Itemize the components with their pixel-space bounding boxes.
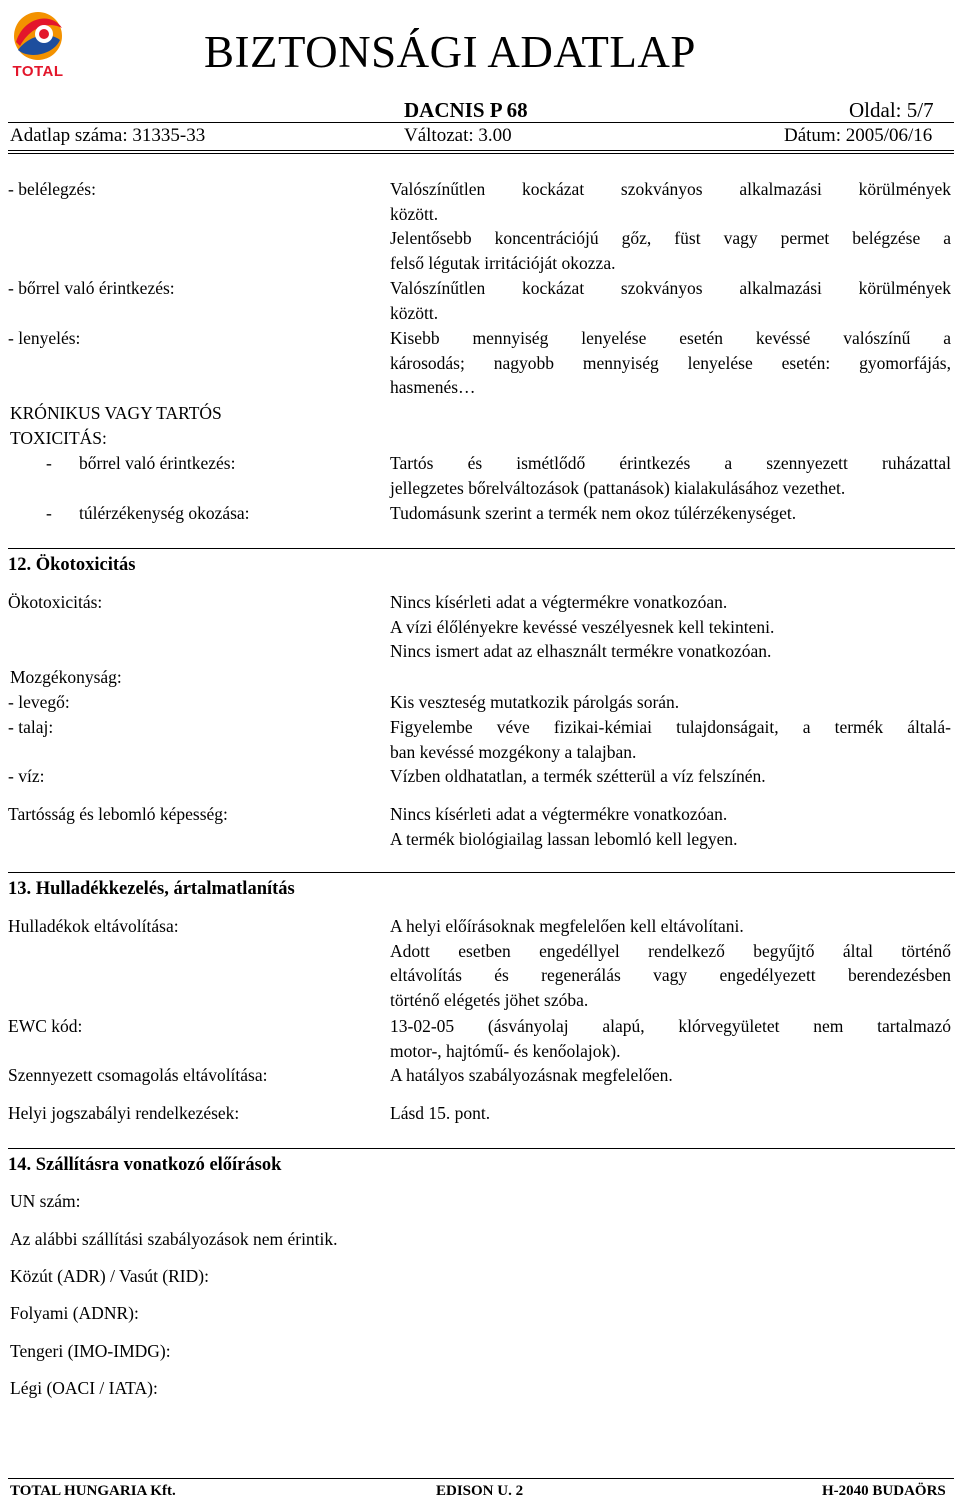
section-12-heading: 12. Ökotoxicitás xyxy=(8,555,136,575)
ewc-line-1: 13-02-05 (ásványolaj alapú, klórvegyületet nem tartalmazó xyxy=(390,1016,951,1036)
waste-removal-value xyxy=(390,914,951,1012)
inhalation-value xyxy=(390,177,951,275)
section-12-rule xyxy=(8,548,955,549)
version: Változat: 3.00 xyxy=(404,125,512,146)
waste-removal-line-3: eltávolítás és regenerálás vagy engedélyezett berendezésben xyxy=(390,965,951,985)
persistence-line-1: Nincs kísérleti adat a végtermékre vonatkozóan. xyxy=(390,804,728,824)
logo-wordmark: TOTAL xyxy=(12,63,64,80)
ingestion-line-2: károsodás; nagyobb mennyiség lenyelése esetén: gyomorfájás, xyxy=(390,352,951,373)
soil-label: - talaj: xyxy=(8,717,54,737)
ingestion-value xyxy=(390,326,951,400)
ecotox-label: Ökotoxicitás: xyxy=(8,592,103,612)
waste-removal-line-1: A helyi előírásoknak megfelelően kell eltávolítani. xyxy=(390,916,744,936)
ewc-line-2: motor-, hajtómű- és kenőolajok). xyxy=(390,1040,621,1061)
ecotox-value xyxy=(390,590,951,664)
road-rail-label: Közút (ADR) / Vasút (RID): xyxy=(10,1266,209,1286)
local-rules-value: Lásd 15. pont. xyxy=(390,1103,491,1123)
footer-company: TOTAL HUNGARIA Kft. xyxy=(10,1483,176,1499)
water-value: Vízben oldhatatlan, a termék szétterül a víz felszínén. xyxy=(390,766,766,786)
chronic-heading-line-1: KRÓNIKUS VAGY TARTÓS xyxy=(10,403,222,423)
section-13-heading: 13. Hulladékkezelés, ártalmatlanítás xyxy=(8,879,295,899)
sheet-number: Adatlap száma: 31335-33 xyxy=(10,125,206,146)
inhalation-line-1: Valószínűtlen kockázat szokványos alkalmazási körülmények xyxy=(390,179,951,199)
ecotox-line-3: Nincs ismert adat az elhasznált termékre vonatkozóan. xyxy=(390,641,772,661)
persistence-label: Tartósság és lebomló képesség: xyxy=(8,804,228,824)
footer-city: H-2040 BUDAÖRS xyxy=(822,1483,946,1499)
chronic-skin-value xyxy=(390,451,951,500)
sensitisation-label-text: túlérzékenység okozása: xyxy=(79,503,250,523)
air-value: Kis veszteség mutatkozik párolgás során. xyxy=(390,692,680,712)
packaging-value: A hatályos szabályozásnak megfelelően. xyxy=(390,1065,673,1085)
chronic-heading-line-2: TOXICITÁS: xyxy=(10,427,107,448)
river-label: Folyami (ADNR): xyxy=(10,1303,139,1323)
ingestion-line-3: hasmenés… xyxy=(390,377,476,397)
waste-removal-line-4: történő elégetés jöhet szóba. xyxy=(390,989,589,1010)
sensitisation-dash: - xyxy=(46,503,52,523)
skin-contact-value xyxy=(390,276,951,325)
local-rules-label: Helyi jogszabályi rendelkezések: xyxy=(8,1103,240,1123)
inhalation-label: - belélegzés: xyxy=(8,179,96,199)
ewc-label: EWC kód: xyxy=(8,1016,83,1036)
product-name: DACNIS P 68 xyxy=(404,98,528,122)
packaging-label: Szennyezett csomagolás eltávolítása: xyxy=(8,1065,268,1085)
page-number: Oldal: 5/7 xyxy=(849,98,934,122)
ecotox-line-2: A vízi élőlényekre kevéssé veszélyesnek kell tekinteni. xyxy=(390,616,775,637)
footer-rule xyxy=(8,1478,954,1479)
inhalation-line-3: Jelentősebb koncentrációjú gőz, füst vagy permet belégzése a xyxy=(390,228,951,248)
skin-contact-line-1: Valószínűtlen kockázat szokványos alkalmazási körülmények xyxy=(390,278,951,298)
waste-removal-label: Hulladékok eltávolítása: xyxy=(8,916,179,936)
total-logo-icon xyxy=(8,6,68,64)
ecotox-line-1: Nincs kísérleti adat a végtermékre vonatkozóan. xyxy=(390,592,728,612)
section-13-rule xyxy=(8,872,955,873)
chronic-skin-line-1: Tartós és ismétlődő érintkezés a szennyezett ruházattal xyxy=(390,453,951,473)
ingestion-label: - lenyelés: xyxy=(8,328,81,348)
un-number-label: UN szám: xyxy=(10,1191,81,1211)
sea-label: Tengeri (IMO-IMDG): xyxy=(10,1341,171,1361)
header-divider xyxy=(8,122,954,123)
skin-contact-label: - bőrrel való érintkezés: xyxy=(8,278,175,298)
section-14-rule xyxy=(8,1148,955,1149)
total-logo xyxy=(8,6,68,80)
ingestion-line-1: Kisebb mennyiség lenyelése esetén kevéssé valószínű a xyxy=(390,328,951,348)
soil-line-1: Figyelembe véve fizikai-kémiai tulajdonságait, a termék általá- xyxy=(390,717,951,737)
persistence-line-2: A termék biológiailag lassan lebomló kell legyen. xyxy=(390,828,738,849)
date: Dátum: 2005/06/16 xyxy=(784,125,933,146)
water-label: - víz: xyxy=(8,766,45,786)
section-14-heading: 14. Szállításra vonatkozó előírások xyxy=(8,1155,282,1175)
document-title: BIZTONSÁGI ADATLAP xyxy=(204,27,696,77)
inhalation-line-4: felső légutak irritációját okozza. xyxy=(390,252,616,273)
waste-removal-line-2: Adott esetben engedéllyel rendelkező begyűjtő által történő xyxy=(390,940,951,961)
soil-value xyxy=(390,715,951,764)
footer-street: EDISON U. 2 xyxy=(436,1483,524,1499)
chronic-skin-line-2: jellegzetes bőrelváltozások (pattanások) kialakulásához vezethet. xyxy=(390,477,846,498)
soil-line-2: ban kevéssé mozgékony a talajban. xyxy=(390,741,637,762)
chronic-skin-dash: - xyxy=(46,453,52,473)
skin-contact-line-2: között. xyxy=(390,302,439,323)
air-label: - levegő: xyxy=(8,692,70,712)
chronic-toxicity-heading xyxy=(10,401,222,450)
mobility-label: Mozgékonyság: xyxy=(10,667,122,687)
ewc-value xyxy=(390,1014,951,1063)
air-transport-label: Légi (OACI / IATA): xyxy=(10,1378,158,1398)
header-double-rule xyxy=(8,150,954,154)
inhalation-line-2: között. xyxy=(390,203,439,224)
chronic-skin-label-text: bőrrel való érintkezés: xyxy=(79,453,236,473)
sensitisation-value: Tudomásunk szerint a termék nem okoz túlérzékenységet. xyxy=(390,503,797,523)
transport-note: Az alábbi szállítási szabályozások nem érintik. xyxy=(10,1229,338,1249)
persistence-value xyxy=(390,802,951,851)
